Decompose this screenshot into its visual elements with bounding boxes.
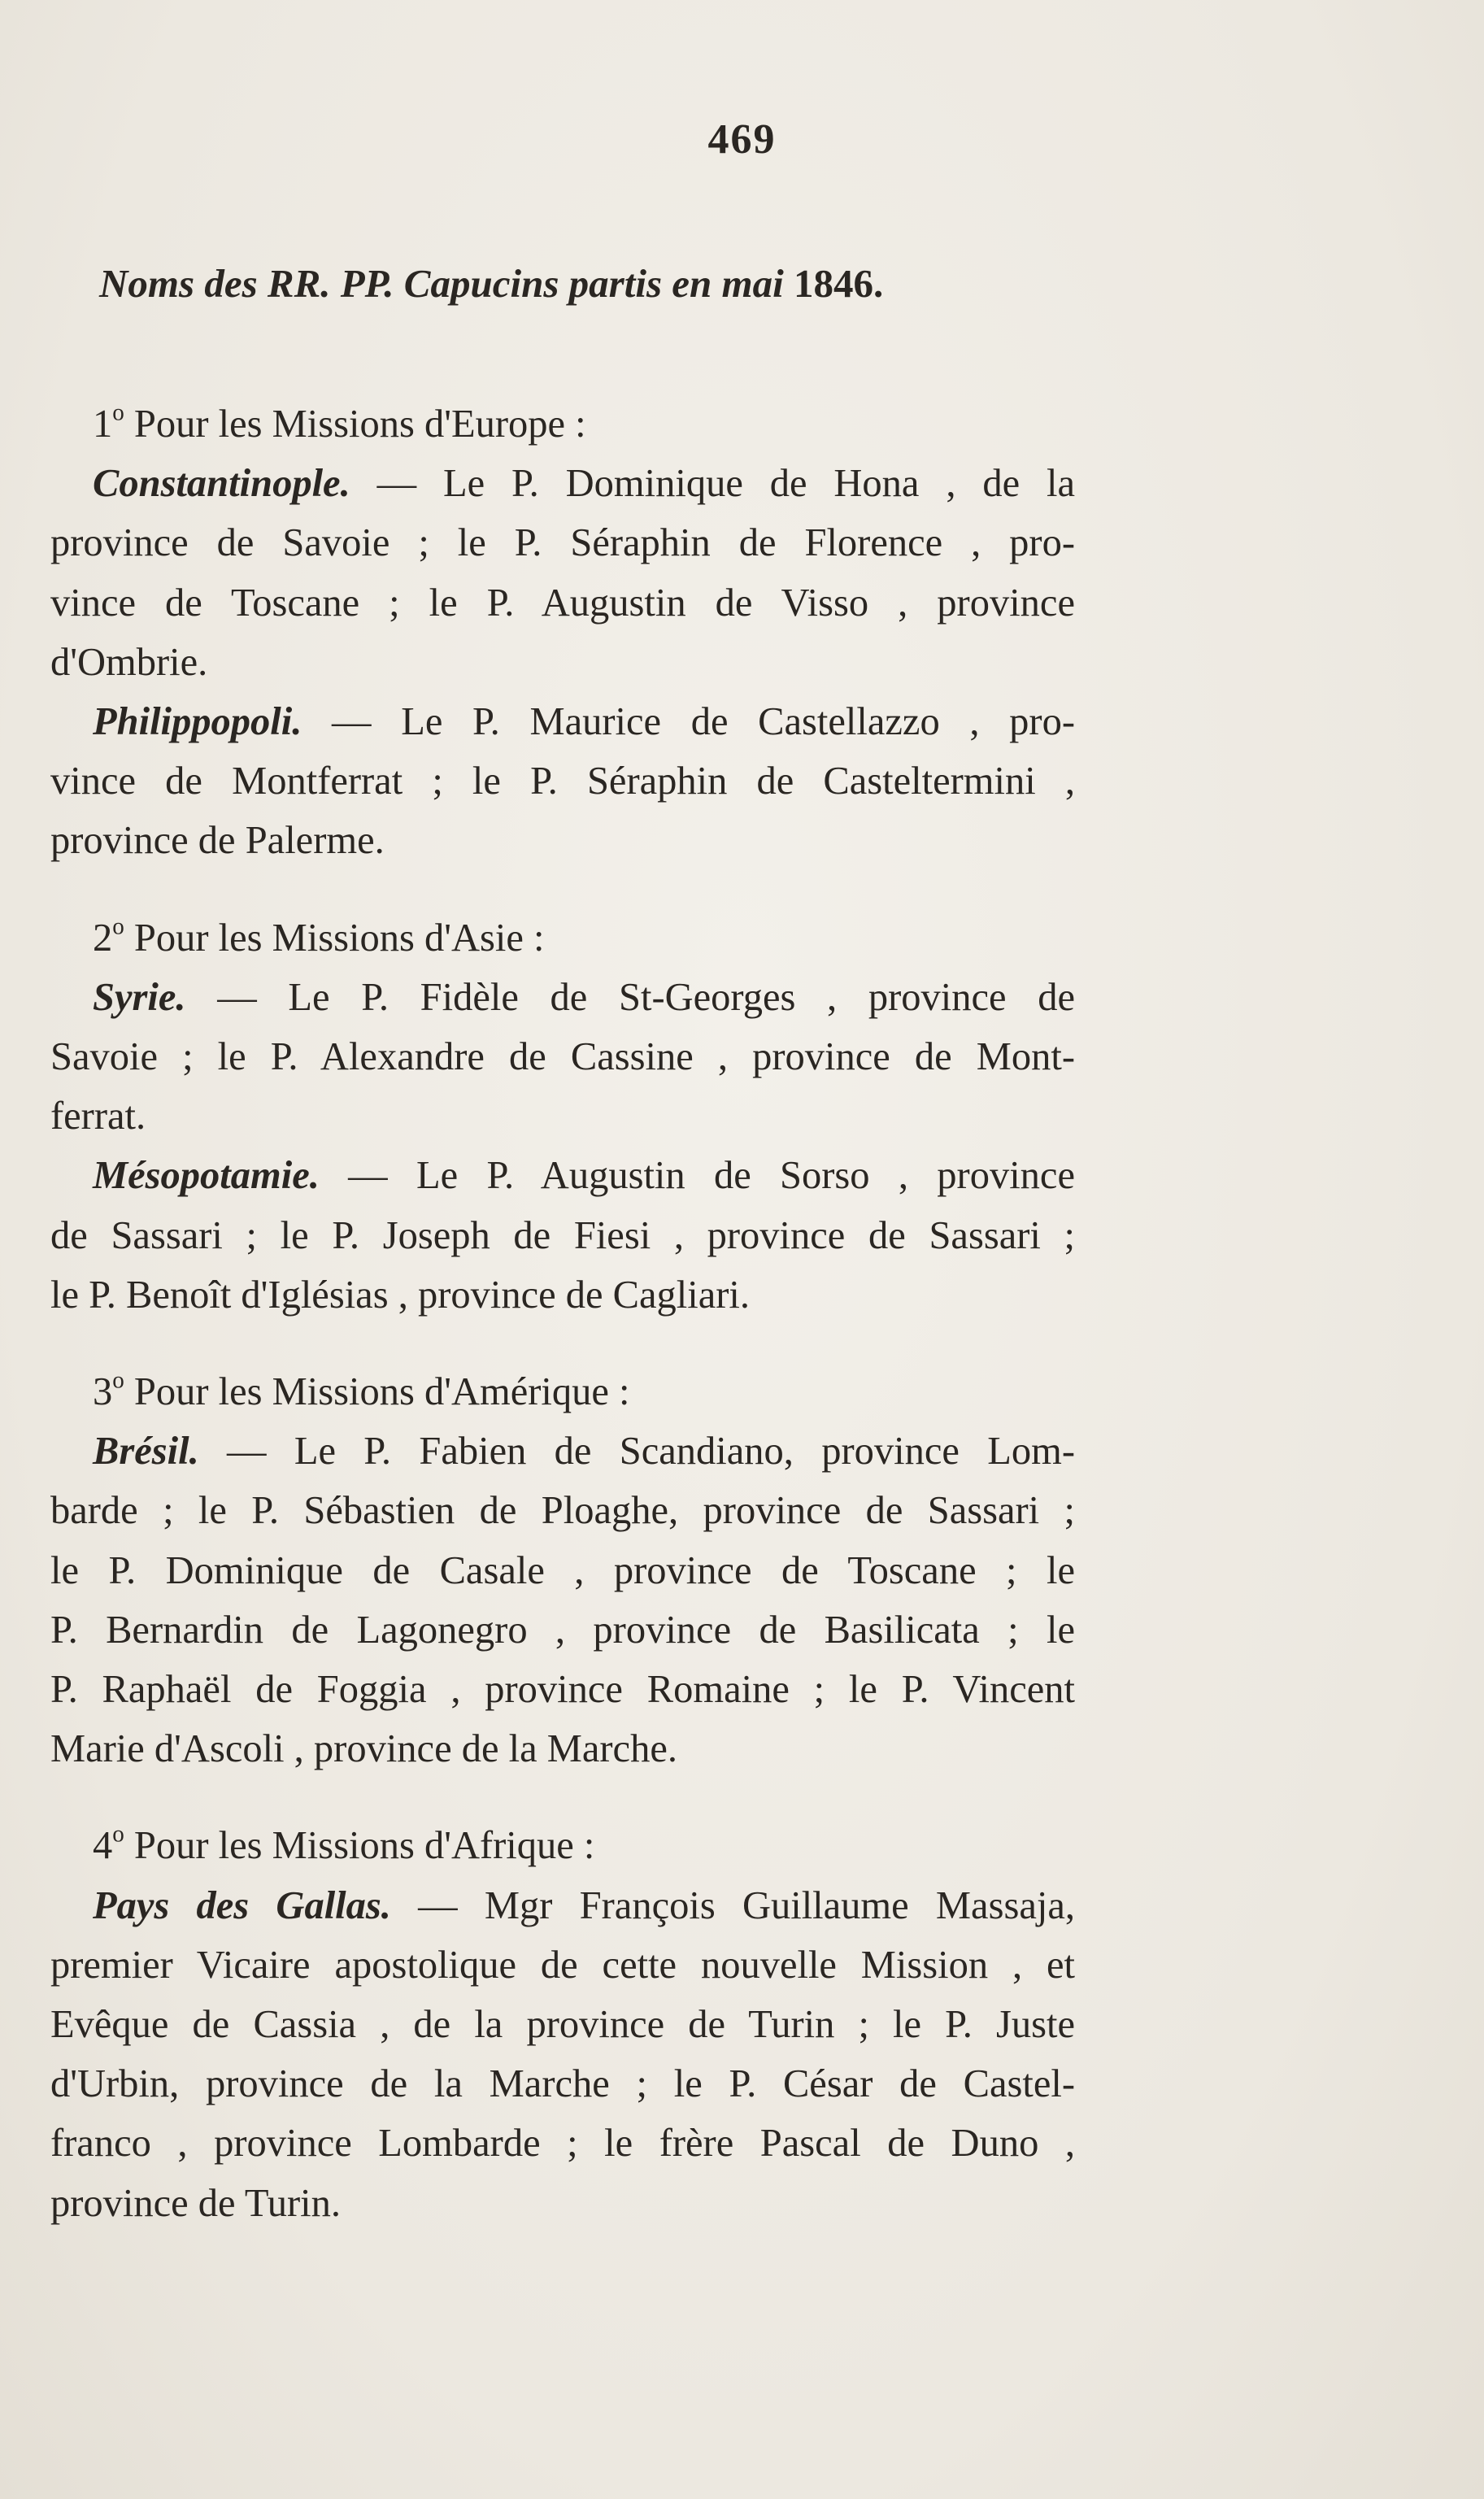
mission-place: Constantinople. xyxy=(93,462,350,506)
text-line: barde ; le P. Sébastien de Ploaghe, province de Sassari ; xyxy=(50,1489,1075,1533)
section-heading-text: Pour les Missions d'Amérique : xyxy=(124,1370,630,1414)
text-line: province de Palerme. xyxy=(50,819,385,863)
text-line: — Le P. Dominique de Hona , de la xyxy=(350,462,1075,506)
body-text xyxy=(50,394,1075,2233)
text-line: — Le P. Augustin de Sorso , province xyxy=(319,1154,1075,1198)
section-number-ordinal: o xyxy=(112,399,124,426)
text-line: premier Vicaire apostolique de cette nouvelle Mission , et xyxy=(50,1943,1075,1987)
section-heading xyxy=(50,394,1075,454)
text-line: — Le P. Maurice de Castellazzo , pro- xyxy=(302,700,1075,744)
text-line: province de Savoie ; le P. Séraphin de Florence , pro- xyxy=(50,521,1075,565)
text-line: — Le P. Fabien de Scandiano, province Lom- xyxy=(198,1430,1075,1474)
text-line: franco , province Lombarde ; le frère Pascal de Duno , xyxy=(50,2122,1075,2166)
section-heading xyxy=(50,1816,1075,1875)
mission-section xyxy=(50,1362,1075,1778)
text-line: le P. Benoît d'Iglésias , province de Cagliari. xyxy=(50,1273,750,1317)
mission-entry xyxy=(50,454,1075,513)
section-number-ordinal: o xyxy=(112,1822,124,1848)
mission-place: Syrie. xyxy=(93,975,186,1019)
section-number: 4 xyxy=(93,1824,113,1868)
heading-text: Noms des RR. PP. Capucins partis en mai xyxy=(99,261,784,306)
text-line: P. Bernardin de Lagonegro , province de Basilicata ; le xyxy=(50,1608,1075,1652)
mission-place: Mésopotamie. xyxy=(93,1154,320,1198)
text-line: d'Ombrie. xyxy=(50,640,208,684)
text-line: — Le P. Fidèle de St-Georges , province de xyxy=(185,975,1075,1019)
text-line: ferrat. xyxy=(50,1095,146,1138)
text-line: Savoie ; le P. Alexandre de Cassine , province de Mont- xyxy=(50,1035,1075,1079)
heading-year: 1846. xyxy=(794,261,884,306)
mission-entry xyxy=(50,1146,1075,1205)
text-line: Marie d'Ascoli , province de la Marche. xyxy=(50,1727,677,1771)
section-heading xyxy=(50,908,1075,968)
mission-section xyxy=(50,394,1075,871)
mission-entry xyxy=(50,968,1075,1027)
mission-entry xyxy=(50,1421,1075,1481)
mission-section xyxy=(50,908,1075,1325)
mission-place: Brésil. xyxy=(93,1430,199,1474)
section-number-ordinal: o xyxy=(112,913,124,940)
text-line: P. Raphaël de Foggia , province Romaine ; le P. Vincent xyxy=(50,1668,1075,1712)
section-number: 3 xyxy=(93,1370,113,1414)
page-heading xyxy=(99,260,1075,307)
section-number: 1 xyxy=(93,403,113,446)
text-line: le P. Dominique de Casale , province de Toscane ; le xyxy=(50,1548,1075,1592)
text-line: d'Urbin, province de la Marche ; le P. César de Castel- xyxy=(50,2062,1075,2106)
section-heading-text: Pour les Missions d'Asie : xyxy=(124,916,545,960)
section-number: 2 xyxy=(93,916,113,960)
text-line: — Mgr François Guillaume Massaja, xyxy=(390,1883,1075,1927)
section-heading xyxy=(50,1362,1075,1421)
section-heading-text: Pour les Missions d'Afrique : xyxy=(124,1824,595,1868)
mission-section xyxy=(50,1816,1075,2232)
text-line: de Sassari ; le P. Joseph de Fiesi , province de Sassari ; xyxy=(50,1213,1075,1257)
text-line: vince de Toscane ; le P. Augustin de Visso , province xyxy=(50,581,1075,625)
text-line: Evêque de Cassia , de la province de Turin ; le P. Juste xyxy=(50,2003,1075,2047)
page-number: 469 xyxy=(707,116,777,163)
mission-entry xyxy=(50,1876,1075,1935)
text-line: province de Turin. xyxy=(50,2181,342,2225)
mission-place: Pays des Gallas. xyxy=(93,1883,391,1927)
mission-entry xyxy=(50,692,1075,751)
section-number-ordinal: o xyxy=(112,1367,124,1394)
section-heading-text: Pour les Missions d'Europe : xyxy=(124,403,586,446)
mission-place: Philippopoli. xyxy=(93,700,302,744)
text-line: vince de Montferrat ; le P. Séraphin de Casteltermini , xyxy=(50,760,1075,803)
